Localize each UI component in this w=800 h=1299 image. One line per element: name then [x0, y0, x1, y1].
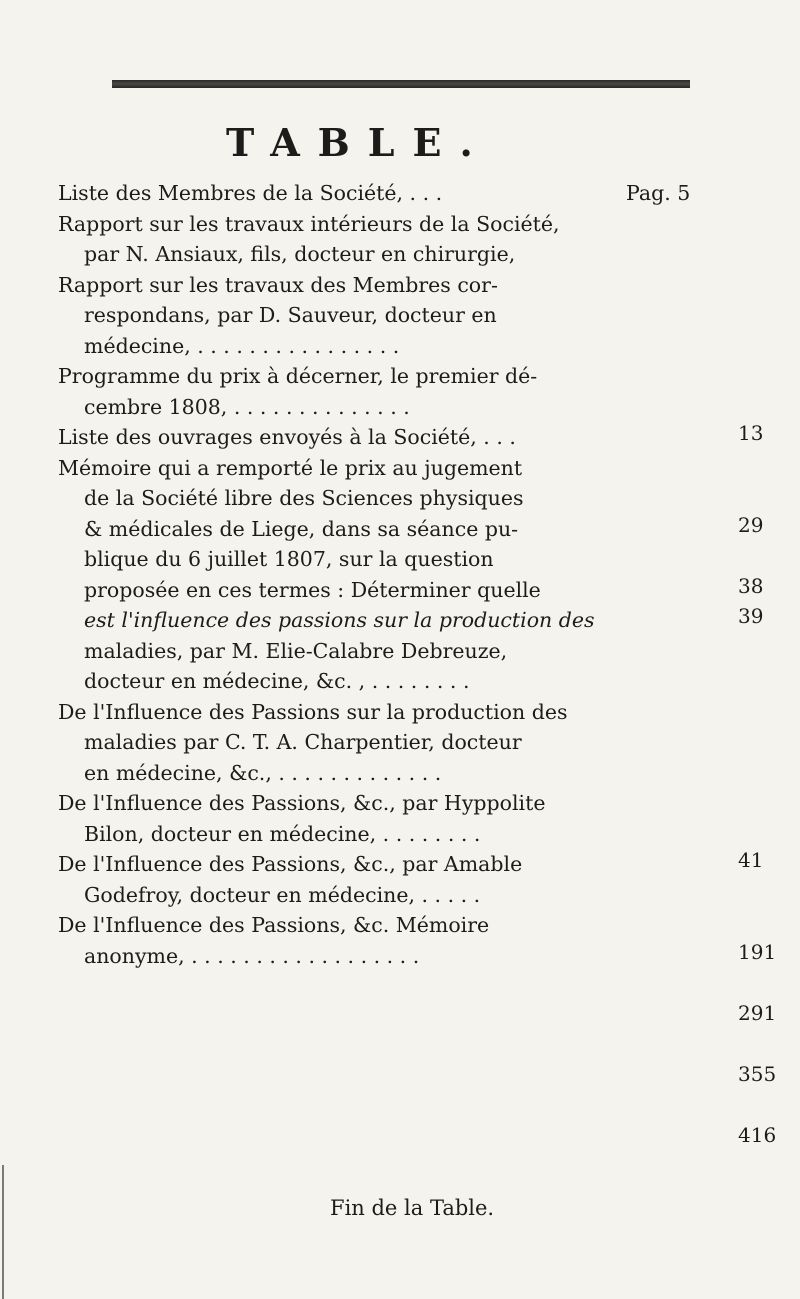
page-number: 29: [738, 513, 764, 537]
toc-entry: [58, 270, 678, 362]
page-number: 41: [738, 848, 764, 872]
pag-label: Pag. 5: [626, 181, 691, 205]
toc-entry: [58, 209, 678, 270]
toc-entry: [58, 453, 678, 697]
toc-line: respondans, par D. Sauveur, docteur en: [84, 303, 497, 327]
toc-line: de la Société libre des Sciences physiques: [84, 486, 524, 510]
toc-line: Liste des ouvrages envoyés à la Société, . . .: [58, 425, 516, 449]
page-number: 355: [738, 1062, 777, 1086]
toc-line: & médicales de Liege, dans sa séance pu-: [84, 516, 519, 541]
top-rule: [112, 80, 690, 88]
page-number: 416: [738, 1123, 777, 1147]
toc-line: De l'Influence des Passions, &c., par Hyppolite: [58, 791, 546, 815]
toc-line: De l'Influence des Passions, &c., par Amable: [58, 852, 523, 876]
page-title: TABLE.: [226, 120, 491, 165]
toc-line: blique du 6 juillet 1807, sur la question: [84, 547, 494, 571]
toc-line: cembre 1808, . . . . . . . . . . . . . .: [84, 394, 410, 419]
toc-line: anonyme, . . . . . . . . . . . . . . . . . .: [84, 943, 420, 968]
toc-line: maladies par C. T. A. Charpentier, docteur: [84, 730, 522, 754]
toc-line: Bilon, docteur en médecine, . . . . . . . .: [84, 821, 481, 846]
toc-line: De l'Influence des Passions sur la production des: [58, 699, 568, 724]
page-number: 38: [738, 574, 764, 598]
toc-line: par N. Ansiaux, fils, docteur en chirurgie,: [84, 242, 516, 266]
toc-entry: [58, 178, 678, 209]
page-number: 291: [738, 1001, 777, 1025]
toc-line: De l'Influence des Passions, &c. Mémoire: [58, 913, 490, 937]
toc-line: Rapport sur les travaux des Membres cor-: [58, 272, 498, 297]
toc-entry: [58, 849, 678, 910]
toc-line: Programme du prix à décerner, le premier dé-: [58, 364, 538, 388]
toc-line: Rapport sur les travaux intérieurs de la Société,: [58, 211, 560, 236]
toc-line: Godefroy, docteur en médecine, . . . . .: [84, 882, 481, 907]
toc-entry: [58, 788, 678, 849]
toc-line: Liste des Membres de la Société, . . .: [58, 181, 443, 205]
page-edge: [2, 1165, 4, 1299]
toc-entry: [58, 697, 678, 789]
toc-body: [58, 178, 678, 971]
toc-entry: [58, 422, 678, 453]
toc-line: proposée en ces termes : Déterminer quelle: [84, 577, 541, 602]
toc-line: en médecine, &c., . . . . . . . . . . . . .: [84, 760, 442, 785]
page-number: 39: [738, 604, 764, 628]
end-of-table: Fin de la Table.: [330, 1196, 495, 1220]
toc-entry: [58, 910, 678, 971]
page-number: 191: [738, 940, 777, 964]
toc-line: Mémoire qui a remporté le prix au jugement: [58, 455, 523, 480]
toc-line: médecine, . . . . . . . . . . . . . . . .: [84, 333, 400, 358]
toc-line: maladies, par M. Elie-Calabre Debreuze,: [84, 638, 508, 663]
toc-line: est l'influence des passions sur la production des: [84, 608, 595, 632]
page-number: 13: [738, 421, 764, 445]
toc-line: docteur en médecine, &c. , . . . . . . . .: [84, 669, 470, 693]
toc-entry: [58, 361, 678, 422]
